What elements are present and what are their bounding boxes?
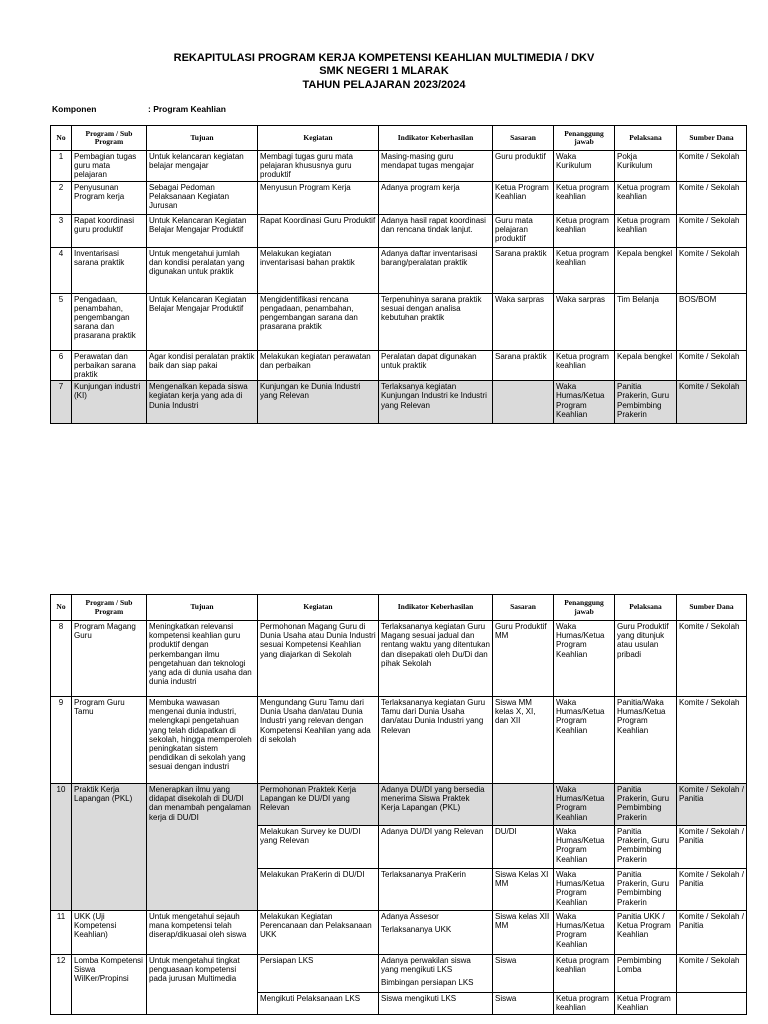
cell-kegiatan: Persiapan LKS — [258, 955, 379, 993]
cell-indikator: Masing-masing guru mendapat tugas mengajar — [379, 151, 493, 182]
table-header-row — [51, 126, 747, 151]
cell-sasaran — [493, 784, 554, 826]
header-pelaksana: Pelaksana — [615, 595, 677, 621]
cell-no: 11 — [51, 911, 72, 955]
cell-sasaran: Ketua Program Keahlian — [493, 181, 554, 214]
cell-pelaksana: Panitia UKK / Ketua Program Keahlian — [615, 911, 677, 955]
cell-no: 6 — [51, 350, 72, 381]
cell-sasaran: Guru mata pelajaran produktif — [493, 214, 554, 247]
cell-penanggung-jawab: Ketua program keahlian — [554, 247, 615, 293]
header-indikator: Indikator Keberhasilan — [379, 126, 493, 151]
cell-kegiatan: Melakukan Survey ke DU/DI yang Relevan — [258, 826, 379, 869]
cell-indikator: Adanya hasil rapat koordinasi dan rencana tindak lanjut. — [379, 214, 493, 247]
table-row — [51, 214, 747, 247]
cell-kegiatan: Melakukan kegiatan inventarisasi bahan praktik — [258, 247, 379, 293]
indikator-line: Adanya perwakilan siswa yang mengikuti LKS — [381, 956, 471, 975]
cell-sumber-dana: Komite / Sekolah / Panitia — [677, 784, 747, 826]
cell-sasaran: Siswa MM kelas X, XI, dan XII — [493, 697, 554, 784]
cell-pelaksana: Guru Produktif yang ditunjuk atau usulan pribadi — [615, 621, 677, 697]
cell-sasaran: Siswa — [493, 955, 554, 993]
cell-no: 8 — [51, 621, 72, 697]
cell-sumber-dana: Komite / Sekolah / Panitia — [677, 911, 747, 955]
cell-tujuan: Menerapkan ilmu yang didapat disekolah di DU/DI dan menambah pengalaman kerja di DU/DI — [147, 784, 258, 911]
cell-tujuan: Untuk Kelancaran Kegiatan Belajar Mengajar Produktif — [147, 214, 258, 247]
cell-tujuan: Mengenalkan kepada siswa kegiatan kerja yang ada di Dunia Industri — [147, 381, 258, 424]
cell-kegiatan: Mengikuti Pelaksanaan LKS — [258, 993, 379, 1015]
cell-sumber-dana: Komite / Sekolah — [677, 247, 747, 293]
cell-sumber-dana: Komite / Sekolah / Panitia — [677, 826, 747, 869]
komponen-label: Komponen — [52, 104, 97, 114]
header-program: Program / Sub Program — [72, 595, 147, 621]
cell-indikator: Terpenuhinya sarana praktik sesuai dengan analisa kebutuhan praktik — [379, 293, 493, 350]
cell-sumber-dana: Komite / Sekolah — [677, 381, 747, 424]
cell-pelaksana: Panitia Prakerin, Guru Pembimbing Prakerin — [615, 869, 677, 911]
cell-indikator: Terlaksanya kegiatan Kunjungan Industri ke Industri yang Relevan — [379, 381, 493, 424]
indikator-line: Terlaksananya UKK — [381, 925, 452, 935]
cell-pelaksana: Ketua program keahlian — [615, 181, 677, 214]
cell-program: Kunjungan industri (KI) — [72, 381, 147, 424]
cell-penanggung-jawab: Ketua program keahlian — [554, 993, 615, 1015]
cell-program: Praktik Kerja Lapangan (PKL) — [72, 784, 147, 911]
cell-pelaksana: Kepala bengkel — [615, 350, 677, 381]
cell-tujuan: Meningkatkan relevansi kompetensi keahlian guru produktif dengan perkembangan ilmu pengetahuan dan teknologi yang ada di dunia usaha dan dunia industri — [147, 621, 258, 697]
table-row — [51, 621, 747, 697]
header-kegiatan: Kegiatan — [258, 126, 379, 151]
cell-tujuan: Untuk Kelancaran Kegiatan Belajar Mengajar Produktif — [147, 293, 258, 350]
cell-penanggung-jawab: Waka Humas/Ketua Program Keahlian — [554, 784, 615, 826]
cell-indikator — [379, 911, 493, 955]
cell-indikator: Adanya DU/DI yang Relevan — [379, 826, 493, 869]
table-row — [51, 911, 747, 955]
table-row — [51, 151, 747, 182]
cell-no: 10 — [51, 784, 72, 911]
header-sumber-dana: Sumber Dana — [677, 126, 747, 151]
cell-tujuan: Untuk mengetahui sejauh mana kompetensi telah diserap/dikuasai oleh siswa — [147, 911, 258, 955]
cell-sumber-dana: Komite / Sekolah — [677, 214, 747, 247]
komponen-line — [52, 104, 226, 114]
cell-no: 3 — [51, 214, 72, 247]
header-kegiatan: Kegiatan — [258, 595, 379, 621]
cell-program: Pembagian tugas guru mata pelajaran — [72, 151, 147, 182]
cell-indikator: Adanya daftar inventarisasi barang/peralatan praktik — [379, 247, 493, 293]
cell-penanggung-jawab: Waka Humas/Ketua Program Keahlian — [554, 911, 615, 955]
cell-kegiatan: Membagi tugas guru mata pelajaran khususnya guru produktif — [258, 151, 379, 182]
cell-sumber-dana: Komite / Sekolah — [677, 955, 747, 993]
cell-kegiatan: Melakukan PraKerin di DU/DI — [258, 869, 379, 911]
cell-indikator: Peralatan dapat digunakan untuk praktik — [379, 350, 493, 381]
table-row — [51, 181, 747, 214]
cell-program: Penyusunan Program kerja — [72, 181, 147, 214]
cell-pelaksana: Ketua Program Keahlian — [615, 993, 677, 1015]
header-tujuan: Tujuan — [147, 126, 258, 151]
cell-program: Rapat koordinasi guru produktif — [72, 214, 147, 247]
cell-indikator — [379, 955, 493, 993]
cell-tujuan: Untuk mengetahui tingkat penguasaan kompetensi pada jurusan Multimedia — [147, 955, 258, 1015]
cell-sumber-dana: BOS/BOM — [677, 293, 747, 350]
cell-sasaran: DU/DI — [493, 826, 554, 869]
cell-penanggung-jawab: Waka Humas/Ketua Program Keahlian — [554, 869, 615, 911]
cell-sumber-dana: Komite / Sekolah — [677, 350, 747, 381]
header-program: Program / Sub Program — [72, 126, 147, 151]
cell-sasaran: Siswa Kelas XI MM — [493, 869, 554, 911]
header-sasaran: Sasaran — [493, 126, 554, 151]
header-pelaksana: Pelaksana — [615, 126, 677, 151]
cell-pelaksana: Ketua program keahlian — [615, 214, 677, 247]
cell-penanggung-jawab: Ketua program keahlian — [554, 955, 615, 993]
table-row — [51, 784, 747, 826]
indikator-line: Adanya Assesor — [381, 912, 439, 921]
table-row — [51, 381, 747, 424]
cell-kegiatan: Menyusun Program Kerja — [258, 181, 379, 214]
cell-sumber-dana: Komite / Sekolah / Panitia — [677, 869, 747, 911]
cell-program: Pengadaan, penambahan, pengembangan sarana dan prasarana praktik — [72, 293, 147, 350]
cell-penanggung-jawab: Ketua program keahlian — [554, 181, 615, 214]
header-penanggung-jawab: Penanggung jawab — [554, 126, 615, 151]
cell-sumber-dana: Komite / Sekolah — [677, 621, 747, 697]
cell-tujuan: Sebagai Pedoman Pelaksanaan Kegiatan Jurusan — [147, 181, 258, 214]
cell-pelaksana: Panitia Prakerin, Guru Pembimbing Prakerin — [615, 381, 677, 424]
cell-tujuan: Membuka wawasan mengenai dunia industri, melengkapi pengetahuan yang telah didapatkan di sekolah, hingga memperoleh peningkatan sistem pendidikan di sekolah yang sesuai dengan industri — [147, 697, 258, 784]
cell-penanggung-jawab: Waka sarpras — [554, 293, 615, 350]
cell-sasaran: Siswa kelas XII MM — [493, 911, 554, 955]
cell-no: 1 — [51, 151, 72, 182]
komponen-value: : Program Keahlian — [148, 104, 226, 114]
cell-program: Perawatan dan perbaikan sarana praktik — [72, 350, 147, 381]
header-sasaran: Sasaran — [493, 595, 554, 621]
cell-penanggung-jawab: Ketua program keahlian — [554, 350, 615, 381]
cell-sumber-dana: Komite / Sekolah — [677, 151, 747, 182]
doc-title-line2: SMK NEGERI 1 MLARAK — [319, 65, 449, 77]
cell-indikator: Terlaksananya PraKerin — [379, 869, 493, 911]
header-indikator: Indikator Keberhasilan — [379, 595, 493, 621]
cell-program: Inventarisasi sarana praktik — [72, 247, 147, 293]
cell-penanggung-jawab: Waka Humas/Ketua Program Keahlian — [554, 697, 615, 784]
cell-kegiatan: Melakukan kegiatan perawatan dan perbaikan — [258, 350, 379, 381]
cell-pelaksana: Pembimbing Lomba — [615, 955, 677, 993]
cell-kegiatan: Kunjungan ke Dunia Industri yang Relevan — [258, 381, 379, 424]
header-tujuan: Tujuan — [147, 595, 258, 621]
cell-tujuan: Untuk kelancaran kegiatan belajar mengajar — [147, 151, 258, 182]
header-penanggung-jawab: Penanggung jawab — [554, 595, 615, 621]
doc-title-line3: TAHUN PELAJARAN 2023/2024 — [302, 79, 466, 91]
cell-penanggung-jawab: Waka Kurikulum — [554, 151, 615, 182]
program-table-2 — [50, 594, 747, 1015]
cell-sasaran: Guru Produktif MM — [493, 621, 554, 697]
table-row — [51, 697, 747, 784]
cell-sumber-dana: Komite / Sekolah — [677, 697, 747, 784]
cell-penanggung-jawab: Waka Humas/Ketua Program Keahlian — [554, 621, 615, 697]
cell-no: 2 — [51, 181, 72, 214]
cell-kegiatan: Rapat Koordinasi Guru Produktif — [258, 214, 379, 247]
cell-kegiatan: Mengundang Guru Tamu dari Dunia Usaha dan/atau Dunia Industri yang relevan dengan Kompetensi Keahlian yang ada di sekolah — [258, 697, 379, 784]
table-row — [51, 293, 747, 350]
cell-penanggung-jawab: Ketua program keahlian — [554, 214, 615, 247]
table-header-row — [51, 595, 747, 621]
cell-no: 7 — [51, 381, 72, 424]
cell-indikator: Terlaksananya kegiatan Guru Tamu dari Dunia Usaha dan/atau Dunia Industri yang Relevan — [379, 697, 493, 784]
cell-pelaksana: Panitia/Waka Humas/Ketua Program Keahlian — [615, 697, 677, 784]
cell-tujuan: Agar kondisi peralatan praktik baik dan siap pakai — [147, 350, 258, 381]
cell-kegiatan: Mengidentifikasi rencana pengadaan, penambahan, pengembangan sarana dan prasarana praktik — [258, 293, 379, 350]
cell-indikator: Adanya DU/DI yang bersedia menerima Siswa Praktek Kerja Lapangan (PKL) — [379, 784, 493, 826]
header-no: No — [51, 126, 72, 151]
cell-sasaran: Guru produktif — [493, 151, 554, 182]
cell-sasaran: Siswa — [493, 993, 554, 1015]
doc-title-line1: REKAPITULASI PROGRAM KERJA KOMPETENSI KEAHLIAN MULTIMEDIA / DKV — [173, 52, 595, 64]
cell-indikator: Adanya program kerja — [379, 181, 493, 214]
cell-no: 12 — [51, 955, 72, 1015]
cell-indikator: Siswa mengikuti LKS — [379, 993, 493, 1015]
cell-sasaran: Sarana praktik — [493, 350, 554, 381]
cell-program: UKK (Uji Kompetensi Keahlian) — [72, 911, 147, 955]
cell-sumber-dana: Komite / Sekolah — [677, 181, 747, 214]
program-table-1 — [50, 125, 747, 424]
cell-sasaran: Sarana praktik — [493, 247, 554, 293]
cell-indikator: Terlaksananya kegiatan Guru Magang sesuai jadual dan rentang waktu yang ditentukan dan disepakati oleh Du/Di dan pihak Sekolah — [379, 621, 493, 697]
cell-penanggung-jawab: Waka Humas/Ketua Program Keahlian — [554, 381, 615, 424]
cell-program: Program Guru Tamu — [72, 697, 147, 784]
indikator-line: Bimbingan persiapan LKS — [381, 978, 474, 988]
cell-pelaksana: Tim Belanja — [615, 293, 677, 350]
cell-kegiatan: Permohonan Magang Guru di Dunia Usaha atau Dunia Industri sesuai Kompetensi Keahlian yang diajarkan di Sekolah — [258, 621, 379, 697]
cell-program: Program Magang Guru — [72, 621, 147, 697]
cell-pelaksana: Panitia Prakerin, Guru Pembimbing Prakerin — [615, 784, 677, 826]
cell-pelaksana: Pokja Kurikulum — [615, 151, 677, 182]
cell-no: 4 — [51, 247, 72, 293]
table-row — [51, 955, 747, 993]
cell-sasaran — [493, 381, 554, 424]
cell-pelaksana: Kepala bengkel — [615, 247, 677, 293]
header-sumber-dana: Sumber Dana — [677, 595, 747, 621]
cell-penanggung-jawab: Waka Humas/Ketua Program Keahlian — [554, 826, 615, 869]
table-row — [51, 350, 747, 381]
cell-sasaran: Waka sarpras — [493, 293, 554, 350]
cell-kegiatan: Melakukan Kegiatan Perencanaan dan Pelaksanaan UKK — [258, 911, 379, 955]
cell-sumber-dana — [677, 993, 747, 1015]
table-row — [51, 247, 747, 293]
cell-kegiatan: Permohonan Praktek Kerja Lapangan ke DU/DI yang Relevan — [258, 784, 379, 826]
cell-tujuan: Untuk mengetahui jumlah dan kondisi peralatan yang digunakan untuk praktik — [147, 247, 258, 293]
header-no: No — [51, 595, 72, 621]
cell-pelaksana: Panitia Prakerin, Guru Pembimbing Prakerin — [615, 826, 677, 869]
cell-program: Lomba Kompetensi Siswa WilKer/Propinsi — [72, 955, 147, 1015]
cell-no: 5 — [51, 293, 72, 350]
cell-no: 9 — [51, 697, 72, 784]
